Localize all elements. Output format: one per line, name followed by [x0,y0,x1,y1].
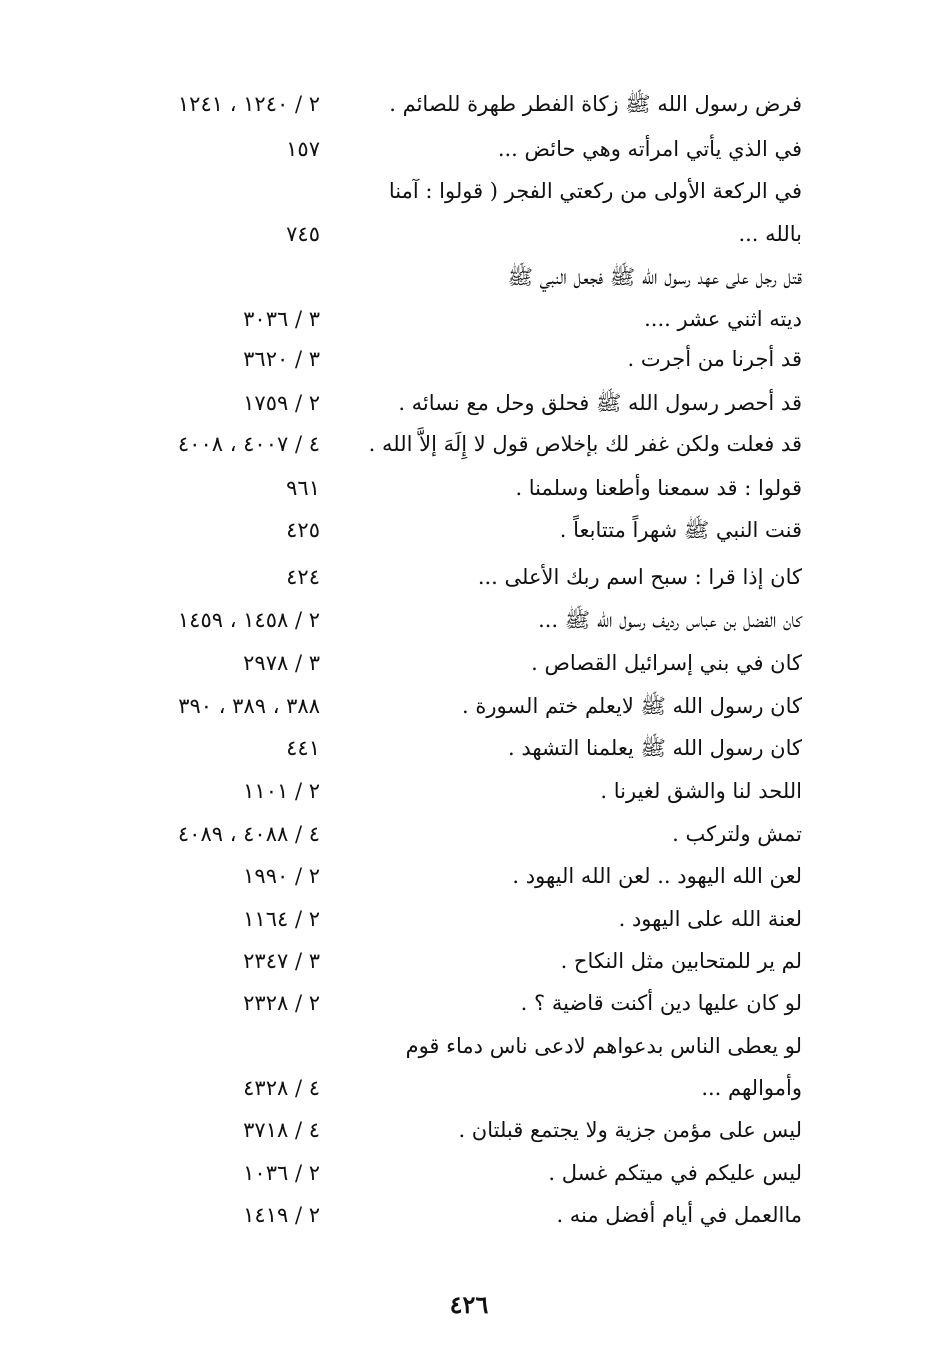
entry-text: ليس عليكم في ميتكم غسل . [548,1161,802,1185]
entry-text: في الركعة الأولى من ركعتي الفجر ( قولوا : آمنا [388,179,802,203]
entry-text: اللحد لنا والشق لغيرنا . [600,779,802,803]
entry-text: ديته اثني عشر .... [644,307,802,331]
index-entry [0,510,938,550]
index-entry [0,383,938,423]
entry-text: في الذي يأتي امرأته وهي حائض ... [497,137,802,161]
index-entry [0,983,938,1023]
entry-text: قد فعلت ولكن غفر لك بإخلاص قول لا إِلَهَ إلاَّ الله . [368,432,802,456]
entry-ref: ٣ / ٣٠٣٦ [243,307,320,331]
index-entry [0,941,938,981]
entry-ref: ٤ / ٤٠٠٧ ، ٤٠٠٨ [177,432,320,456]
entry-text: لو يعطى الناس بدعواهم لادعى ناس دماء قوم [405,1034,802,1058]
index-entry [0,299,938,339]
entry-text: قد أجرنا من أجرت . [627,347,802,371]
index-entry [0,899,938,939]
entry-text: لم ير للمتحابين مثل النكاح . [560,949,802,973]
index-entry [0,1195,938,1235]
entry-ref: ٣ / ٣٦٢٠ [243,347,320,371]
index-entry [0,84,938,124]
entry-text: كان في بني إسرائيل القصاص . [531,651,802,675]
entry-ref: ٢ / ٢٣٢٨ [243,991,320,1015]
entry-ref: ٢ / ١١٠١ [243,779,320,803]
index-entry [0,129,938,169]
entry-ref: ٣٨٨ ، ٣٨٩ ، ٣٩٠ [178,694,320,718]
entry-text: بالله ... [738,222,802,246]
entry-text: لعنة الله على اليهود . [618,907,802,931]
entry-ref: ٤ / ٤٠٨٨ ، ٤٠٨٩ [177,822,320,846]
index-entry [0,643,938,683]
index-entry [0,728,938,768]
entry-ref: ٤ / ٤٣٢٨ [243,1076,320,1100]
entry-ref: ٢ / ١٠٣٦ [243,1161,320,1185]
index-entry [0,814,938,854]
entry-text: لو كان عليها دين أكنت قاضية ؟ . [520,991,802,1015]
entry-text: ليس على مؤمن جزية ولا يجتمع قبلتان . [458,1118,802,1142]
entry-text: لعن الله اليهود .. لعن الله اليهود . [512,864,802,888]
index-entry [0,424,938,464]
entry-text: قد أحصر رسول الله ﷺ فحلق وحل مع نسائه . [398,391,802,415]
entry-ref: ٢ / ١٤١٩ [243,1203,320,1227]
entry-text: ماالعمل في أيام أفضل منه . [556,1203,802,1227]
index-entry [0,468,938,508]
entry-text: كان إذا قرا : سبح اسم ربك الأعلى ... [477,565,802,589]
entry-text: قنت النبي ﷺ شهراً متتابعاً . [559,518,802,542]
index-entry [0,1026,938,1066]
entry-ref: ٤٤١ [286,736,320,760]
entry-ref: ٢ / ١٤٥٨ ، ١٤٥٩ [177,608,320,632]
index-entry [0,1110,938,1150]
index-entry [0,771,938,811]
entry-ref: ٢ / ١٢٤٠ ، ١٢٤١ [177,92,320,116]
entry-ref: ٢ / ١٩٩٠ [243,864,320,888]
index-entry [0,171,938,211]
entry-ref: ٢ / ١١٦٤ [243,907,320,931]
entry-text: فرض رسول الله ﷺ زكاة الفطر طهرة للصائم . [389,92,802,116]
entry-ref: ٢ / ١٧٥٩ [243,391,320,415]
index-entry [0,257,938,297]
entry-ref: ٤ / ٣٧١٨ [243,1118,320,1142]
index-entry [0,600,938,640]
entry-text: قتل رجل على عهد رسول الله ﷺ فجعل النبي ﷺ [507,265,802,289]
index-entry [0,686,938,726]
entry-text: تمش ولتركب . [672,822,802,846]
page-number: ٤٢٦ [449,1290,489,1319]
entry-ref: ٧٤٥ [286,222,320,246]
index-entry [0,557,938,597]
entry-text: كان الفضل بن عباس رديف رسول الله ﷺ ... [538,608,802,632]
index-entry [0,1153,938,1193]
entry-ref: ٣ / ٢٩٧٨ [243,651,320,675]
entry-text: قولوا : قد سمعنا وأطعنا وسلمنا . [515,476,802,500]
entry-ref: ١٥٧ [286,137,320,161]
entry-text: وأموالهم ... [701,1076,802,1100]
index-entry [0,214,938,254]
entry-text: كان رسول الله ﷺ يعلمنا التشهد . [507,736,802,760]
entry-ref: ٤٢٥ [286,518,320,542]
index-entry [0,1068,938,1108]
index-entry [0,856,938,896]
entry-ref: ٤٢٤ [286,565,320,589]
entry-ref: ٣ / ٢٣٤٧ [243,949,320,973]
index-entry [0,339,938,379]
entry-text: كان رسول الله ﷺ لايعلم ختم السورة . [461,694,802,718]
entry-ref: ٩٦١ [286,476,320,500]
